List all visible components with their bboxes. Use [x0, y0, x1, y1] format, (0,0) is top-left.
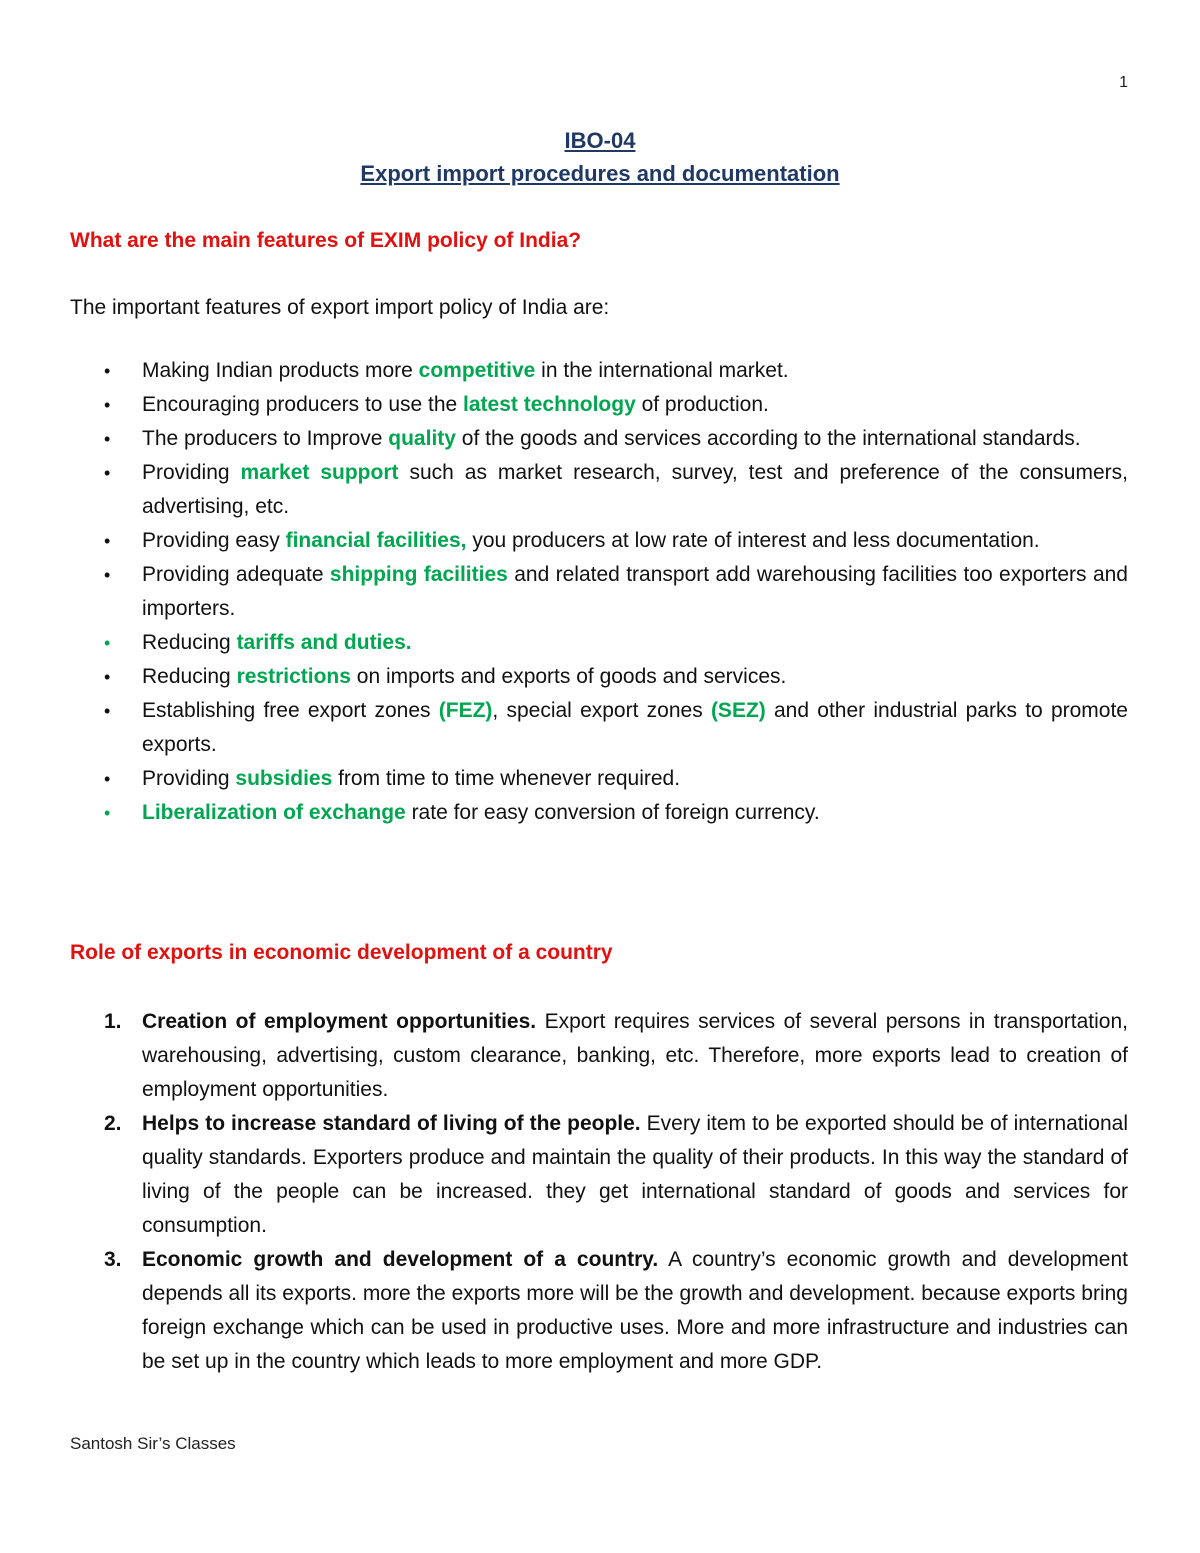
highlight-term: quality: [388, 427, 456, 450]
bullet-icon: •: [104, 463, 111, 483]
list-item: [70, 1243, 1128, 1379]
list-item-text: Every item to be exported should be of international quality standards. Exporters produce and maintain the quality of their products. In this way the standard of living of the people can be increased. they get international standard of goods and services for consumption.: [142, 1112, 1129, 1237]
highlight-term: Liberalization of exchange: [142, 801, 406, 824]
bullet-icon: •: [104, 803, 111, 823]
bullet-icon: •: [104, 701, 111, 721]
section-heading-exim-features: What are the main features of EXIM policy of India?: [70, 229, 582, 252]
list-item: • The producers to Improve quality of the goods and services according to the international standards.: [70, 422, 1128, 456]
list-item: • Making Indian products more competitive in the international market.: [70, 354, 1128, 388]
list-item-text: A country’s economic growth and development depends all its exports. more the exports more will be the growth and development. because exports bring foreign exchange which can be used in productive uses. More and more infrastructure and industries can be set up in the country which leads to more employment and more GDP.: [142, 1248, 1128, 1373]
features-list: [70, 354, 1128, 830]
list-item: • Liberalization of exchange rate for easy conversion of foreign currency.: [70, 796, 1128, 830]
highlight-term: financial facilities,: [285, 529, 467, 552]
list-number: 2.: [104, 1112, 122, 1135]
page-footer: Santosh Sir’s Classes: [70, 1434, 236, 1453]
list-item: • Providing subsidies from time to time whenever required.: [70, 762, 1128, 796]
list-item: [70, 1107, 1128, 1243]
highlight-term: market support: [240, 461, 399, 484]
highlight-term: restrictions: [236, 665, 351, 688]
bullet-icon: •: [104, 769, 111, 789]
bullet-icon: •: [104, 395, 111, 415]
bullet-icon: •: [104, 565, 111, 585]
bullet-icon: •: [104, 361, 111, 381]
document-title-code: IBO-04: [564, 128, 636, 153]
page-number: 1: [1119, 74, 1128, 91]
highlight-term: shipping facilities: [329, 563, 508, 586]
list-item-title: Creation of employment opportunities.: [142, 1010, 537, 1033]
highlight-term: tariffs and duties.: [236, 631, 412, 654]
bullet-icon: •: [104, 531, 111, 551]
bullet-icon: •: [104, 633, 111, 653]
list-number: 1.: [104, 1010, 122, 1033]
list-item: • Providing adequate shipping facilities and related transport add warehousing facilities too exporters and importers.: [70, 558, 1128, 626]
document-title-subject: Export import procedures and documentation: [360, 161, 840, 186]
highlight-term: competitive: [418, 359, 536, 382]
list-number: 3.: [104, 1248, 122, 1271]
bullet-icon: •: [104, 429, 111, 449]
highlight-term: (SEZ): [710, 699, 766, 722]
list-item-title: Economic growth and development of a country.: [142, 1248, 659, 1271]
list-item: • Providing market support such as market research, survey, test and preference of the consumers, advertising, etc.: [70, 456, 1128, 524]
list-item: • Providing easy financial facilities, you producers at low rate of interest and less documentation.: [70, 524, 1128, 558]
list-item: • Reducing restrictions on imports and exports of goods and services.: [70, 660, 1128, 694]
highlight-term: latest technology: [463, 393, 636, 416]
list-item: • Establishing free export zones (FEZ), special export zones (SEZ) and other industrial parks to promote exports.: [70, 694, 1128, 762]
bullet-icon: •: [104, 667, 111, 687]
list-item-text: Export requires services of several persons in transportation, warehousing, advertising, custom clearance, banking, etc. Therefore, more exports lead to creation of employment opportunities.: [142, 1010, 1128, 1101]
list-item: • Reducing tariffs and duties.: [70, 626, 1128, 660]
list-item: • Encouraging producers to use the latest technology of production.: [70, 388, 1128, 422]
role-list: [70, 1005, 1128, 1379]
section-intro: The important features of export import policy of India are:: [70, 296, 610, 319]
list-item-title: Helps to increase standard of living of the people.: [142, 1112, 641, 1135]
list-item: [70, 1005, 1128, 1107]
highlight-term: (FEZ): [438, 699, 493, 722]
highlight-term: subsidies: [235, 767, 333, 790]
section-heading-role-of-exports: Role of exports in economic development of a country: [70, 941, 613, 964]
